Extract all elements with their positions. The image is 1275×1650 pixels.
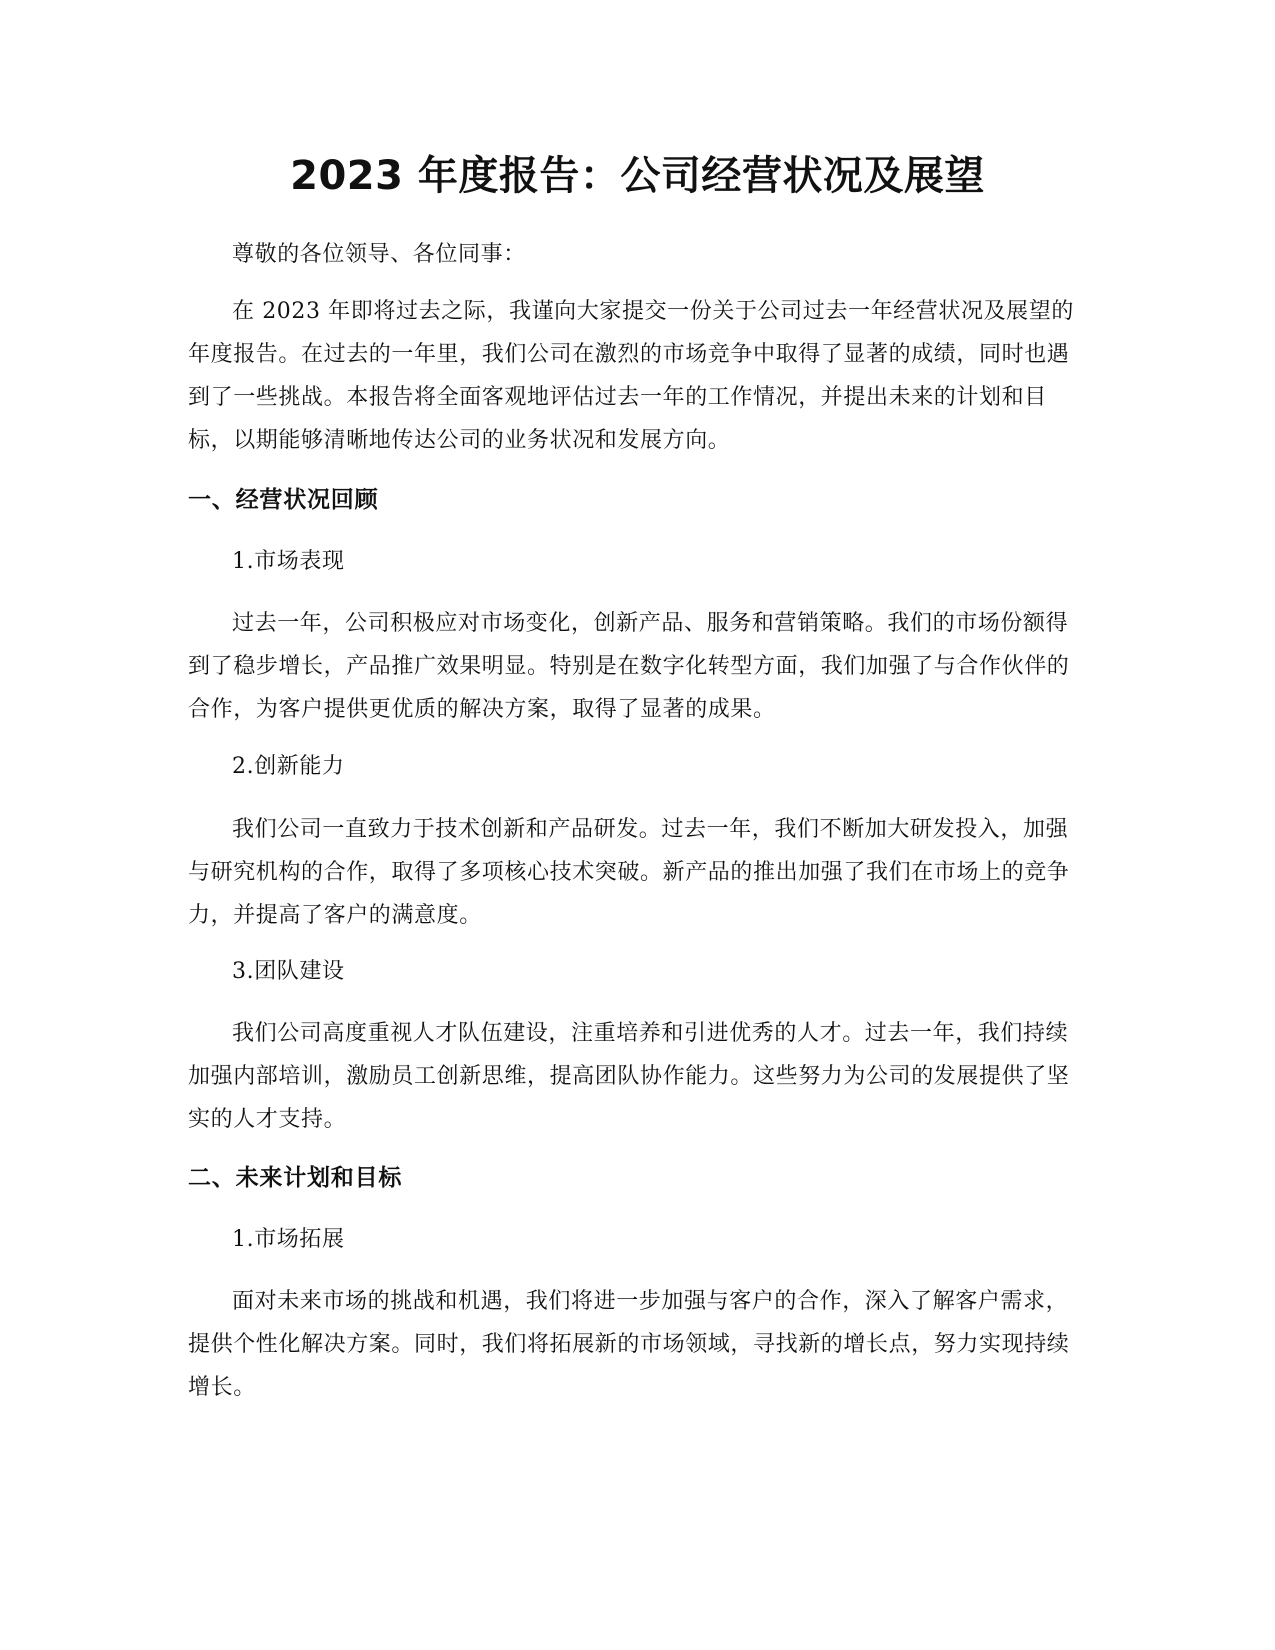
subsection-title-expansion: 1.市场拓展 — [232, 1227, 345, 1252]
subsection-title-team: 3.团队建设 — [232, 959, 345, 984]
paragraph-innovation: 我们公司一直致力于技术创新和产品研发。过去一年，我们不断加大研发投入，加强与研究机构的合作，取得了多项核心技术突破。新产品的推出加强了我们在市场上的竞争力，并提高了客户的满意度。 — [188, 817, 1070, 928]
section-heading-review: 一、经营状况回顾 — [188, 487, 379, 513]
greeting: 尊敬的各位领导、各位同事： — [232, 242, 526, 267]
subsection-title-innovation: 2.创新能力 — [232, 754, 345, 779]
paragraph-expansion: 面对未来市场的挑战和机遇，我们将进一步加强与客户的合作，深入了解客户需求，提供个性化解决方案。同时，我们将拓展新的市场领域，寻找新的增长点，努力实现持续增长。 — [188, 1289, 1070, 1400]
section-heading-plans: 二、未来计划和目标 — [188, 1165, 403, 1191]
intro-paragraph: 在 2023 年即将过去之际，我谨向大家提交一份关于公司过去一年经营状况及展望的年度报告。在过去的一年里，我们公司在激烈的市场竞争中取得了显著的成绩，同时也遇到了一些挑战。本报告将全面客观地评估过去一年的工作情况，并提出未来的计划和目标，以期能够清晰地传达公司的业务状况和发展方向。 — [188, 299, 1074, 453]
subsection-title-market: 1.市场表现 — [232, 549, 345, 574]
paragraph-team: 我们公司高度重视人才队伍建设，注重培养和引进优秀的人才。过去一年，我们持续加强内部培训，激励员工创新思维，提高团队协作能力。这些努力为公司的发展提供了坚实的人才支持。 — [188, 1021, 1070, 1132]
paragraph-market: 过去一年，公司积极应对市场变化，创新产品、服务和营销策略。我们的市场份额得到了稳步增长，产品推广效果明显。特别是在数字化转型方面，我们加强了与合作伙伴的合作，为客户提供更优质的解决方案，取得了显著的成果。 — [188, 611, 1070, 722]
page-title: 2023 年度报告：公司经营状况及展望 — [290, 153, 985, 199]
